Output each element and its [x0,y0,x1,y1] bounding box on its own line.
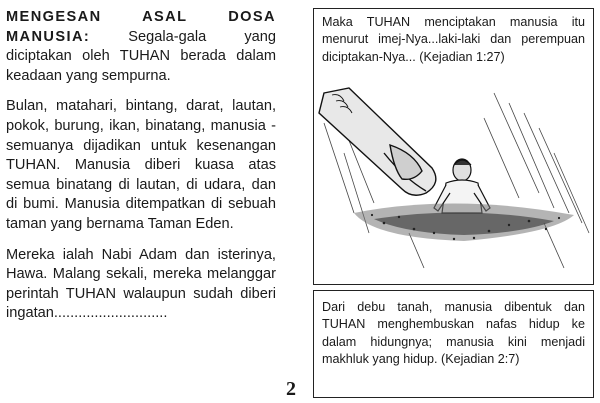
intro-paragraph [6,8,276,86]
genesis-2-7-caption: Dari debu tanah, manusia dibentuk dan TUHAN menghembuskan nafas hidup ke dalam hidungnya; manusia kini menjadi makhluk yang hidup. (Kejadian 2:7) [322,300,585,367]
dust-ground [354,203,574,241]
genesis-1-27-caption: Maka TUHAN menciptakan manusia itu menurut imej-Nya...laki-laki dan perempuan diciptakan-Nya... (Kejadian 1:27) [322,15,585,64]
intro-text: Segala-gala yang diciptakan oleh TUHAN berada dalam keadaan yang sempurna. [6,28,276,84]
section-heading: MENGESAN ASAL DOSA MANUSIA: [6,9,276,45]
creation-paragraph: Bulan, matahari, bintang, darat, lautan, pokok, burung, ikan, binatang, manusia - semuanya dijadikan untuk kesenangan TUHAN. Manusia diberi kuasa atas semua binatang di lautan, di udara, dan di bumi. Manusia ditempatkan di sebuah taman yang bernama Taman Eden. [6,98,276,232]
creation-panel [313,8,594,285]
finger-touching-man-illustration [314,83,593,284]
finger [319,88,436,195]
left-column [6,8,276,335]
breath-of-life-panel [313,290,594,398]
page-number: 2 [286,378,296,400]
adam-eve-paragraph: Mereka ialah Nabi Adam dan isterinya, Hawa. Malang sekali, mereka melanggar perintah TUHAN walaupun sudah diberi ingatan............................ [6,246,276,322]
